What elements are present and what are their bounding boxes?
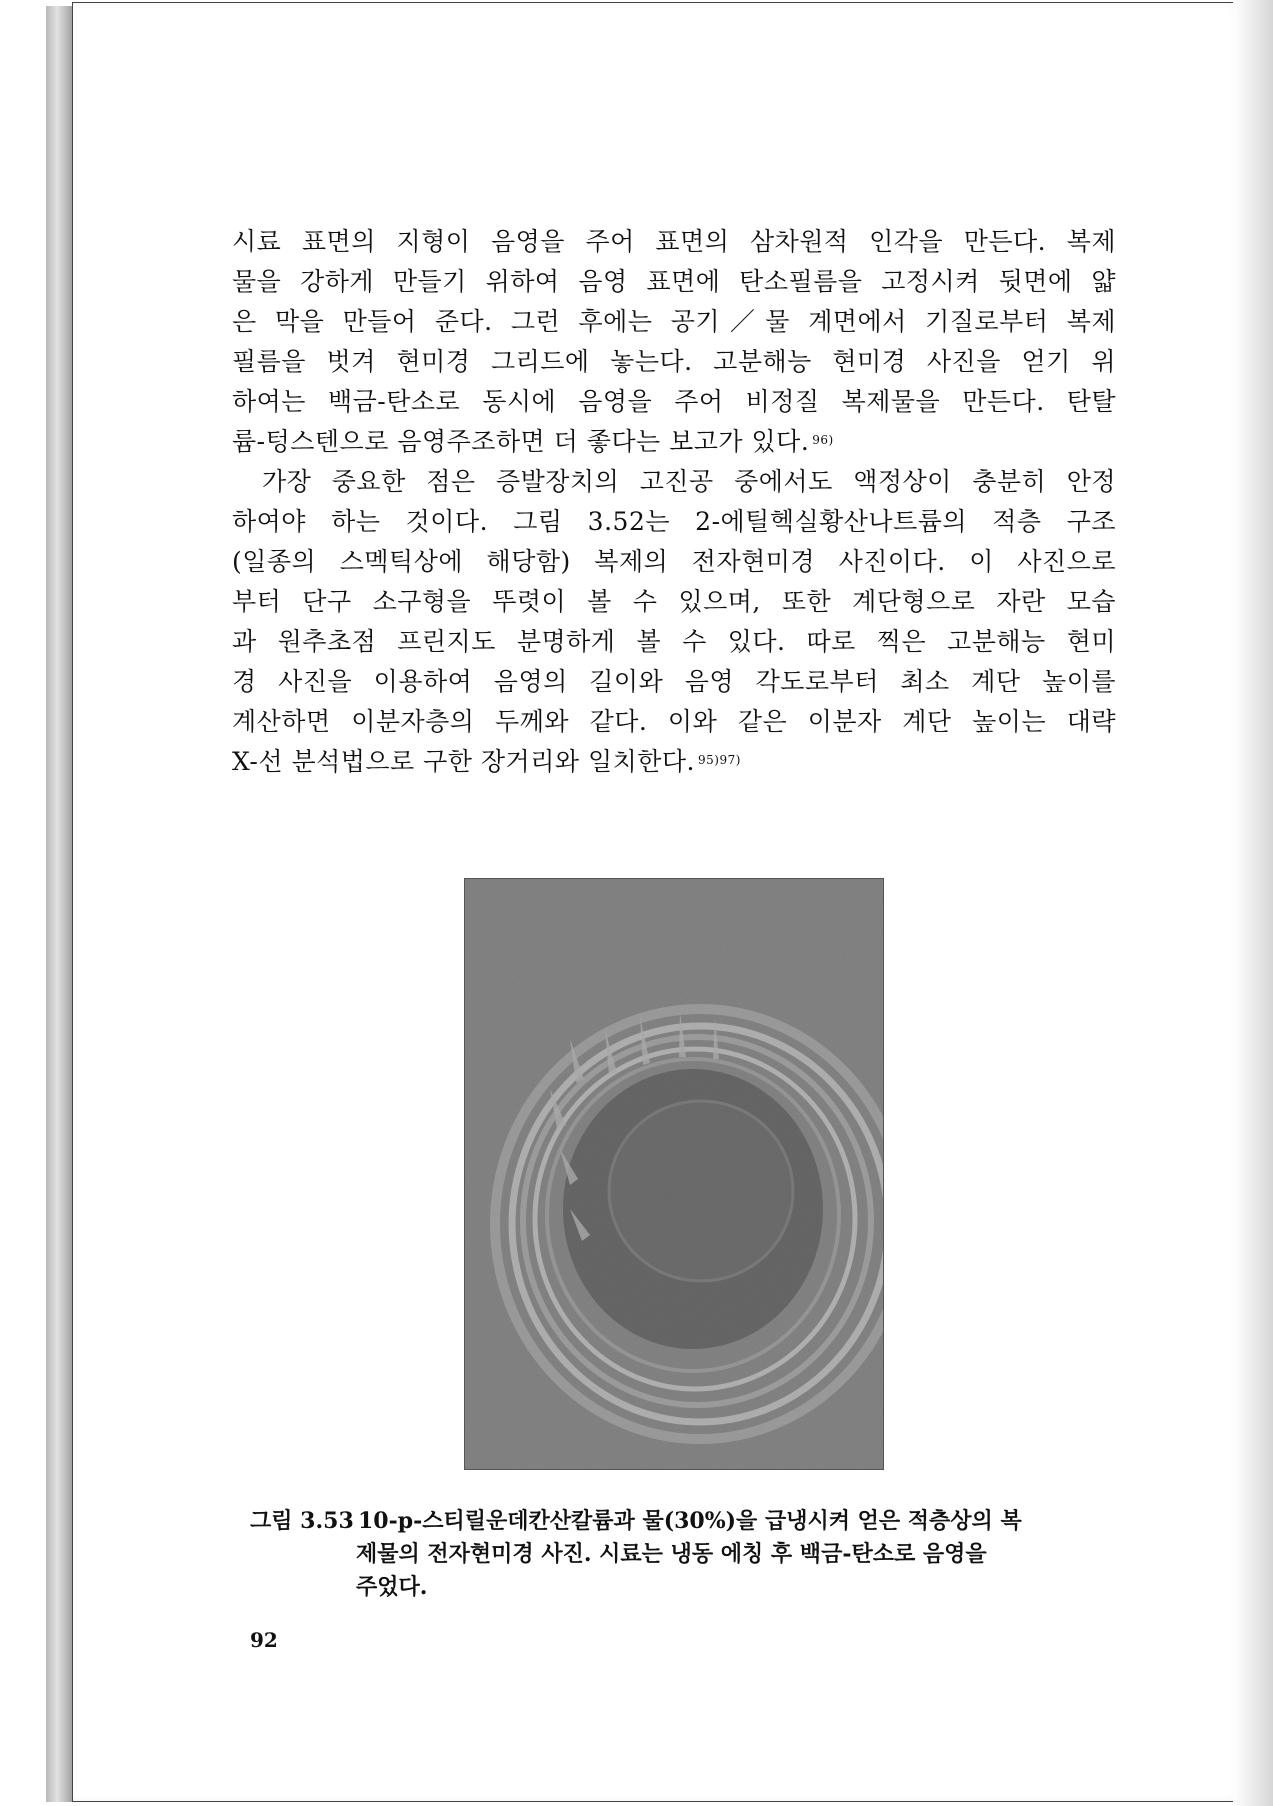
figure-caption [250,1505,1120,1604]
text-line: 과 원추초점 프린지도 분명하게 볼 수 있다. 따로 찍은 고분해능 현미 [232,627,1116,656]
text-line: 계산하면 이분자층의 두께와 같다. 이와 같은 이분자 계단 높이는 대략 [232,707,1116,736]
page-edge-shadow [1233,0,1273,1806]
figure-label: 그림 3.53 [250,1508,354,1534]
micrograph-rings [465,879,883,1469]
text-line: 은 막을 만들어 준다. 그런 후에는 공기／물 계면에서 기질로부터 복제 [232,307,1116,336]
text-line: 하여는 백금-탄소로 동시에 음영을 주어 비정질 복제물을 만든다. 탄탈 [232,387,1116,416]
book-spine [46,6,75,1802]
text-line: 하여야 하는 것이다. 그림 3.52는 2-에틸헥실황산나트륨의 적층 구조 [232,507,1116,536]
text-line: 가장 중요한 점은 증발장치의 고진공 중에서도 액정상이 충분히 안정 [262,467,1116,496]
reference-superscript: 96) [812,433,834,447]
page-number: 92 [250,1628,278,1652]
text-line: 부터 단구 소구형을 뚜렷이 볼 수 있으며, 또한 계단형으로 자란 모습 [232,587,1116,616]
reference-superscript: 95)97) [698,753,741,767]
text-line-content: X-선 분석법으로 구한 장거리와 일치한다. [232,747,695,776]
text-line [232,742,1116,782]
text-line: 시료 표면의 지형이 음영을 주어 표면의 삼차원적 인각을 만든다. 복제 [232,227,1116,256]
text-line: 경 사진을 이용하여 음영의 길이와 음영 각도로부터 최소 계단 높이를 [232,667,1116,696]
text-line: 물을 강하게 만들기 위하여 음영 표면에 탄소필름을 고정시켜 뒷면에 얇 [232,267,1116,296]
text-line [232,422,1116,462]
caption-text-line: 10-p-스티릴운데칸산칼륨과 물(30%)을 급냉시켜 얻은 적층상의 복 [358,1508,1022,1534]
body-text [232,222,1116,782]
text-line-content: 륨-텅스텐으로 음영주조하면 더 좋다는 보고가 있다. [232,427,810,456]
caption-text-line: 주었다. [356,1574,428,1600]
electron-micrograph-image [464,878,884,1470]
text-line: 필름을 벗겨 현미경 그리드에 놓는다. 고분해능 현미경 사진을 얻기 위 [232,347,1116,376]
text-line: (일종의 스멕틱상에 해당함) 복제의 전자현미경 사진이다. 이 사진으로 [232,547,1116,576]
caption-text-line: 제물의 전자현미경 사진. 시료는 냉동 에칭 후 백금-탄소로 음영을 [356,1541,987,1567]
